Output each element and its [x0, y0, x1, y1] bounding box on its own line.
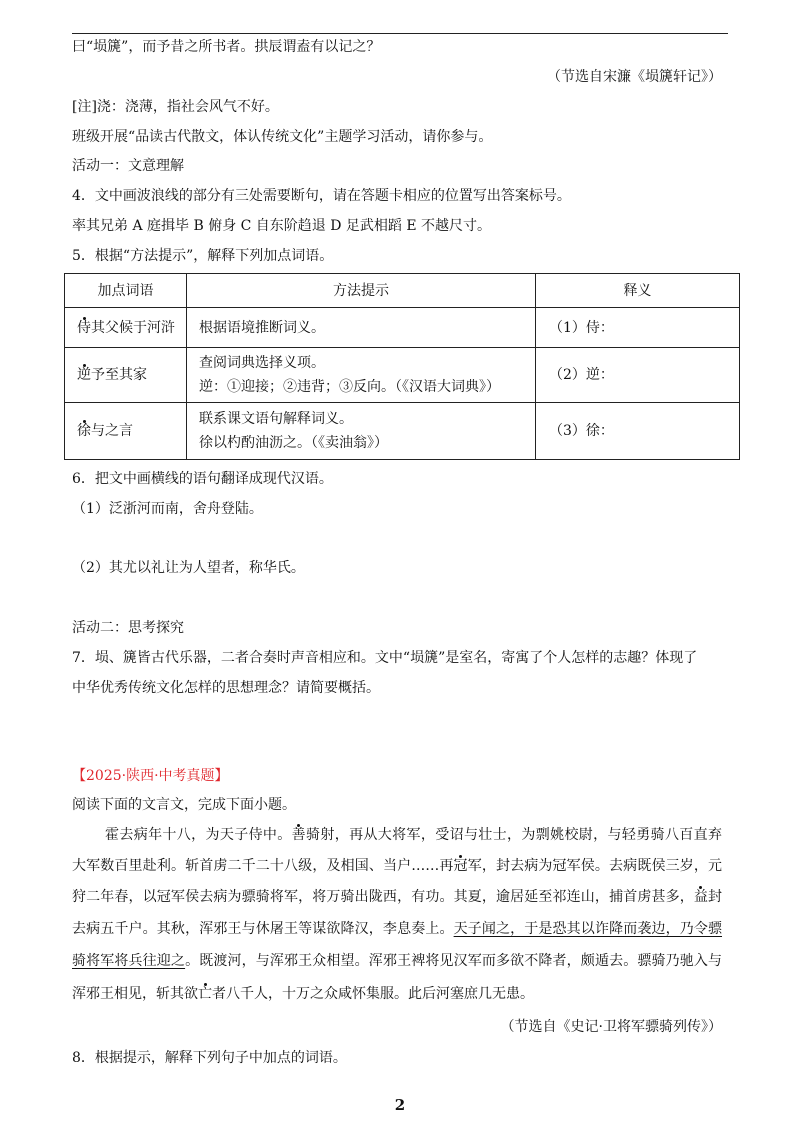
hint-line: 根据语境推断词义。 [199, 319, 325, 336]
table-row [65, 348, 740, 403]
q8-prompt: 8．根据提示，解释下列句子中加点的词语。 [72, 1050, 347, 1066]
q6-item-2: （2）其尤以礼让为人望者，称华氏。 [72, 560, 305, 576]
passage-text: 浑邪王相见，斩其欲 [72, 986, 198, 1002]
passage-text: 去病五千户。其秋，浑邪王与休屠王等谋欲降汉，李息奏上。 [72, 921, 454, 937]
passage-line [72, 919, 722, 939]
passage-line [72, 887, 722, 907]
table-row [65, 403, 740, 460]
dotted-char: 亡 [198, 986, 212, 1002]
activity2-title: 活动二：思考探究 [72, 620, 184, 636]
passage-line [72, 856, 722, 876]
reading-instruction: 阅读下面的文言文，完成下面小题。 [72, 797, 296, 813]
passage-note: [注]浇：浇薄，指社会风气不好。 [72, 99, 279, 115]
exam-source-tag: 【2025·陕西·中考真题】 [72, 768, 229, 784]
passage-text: 大军数百里赴利。斩首虏二千二十八级，及相国、当户……再 [72, 858, 454, 874]
passage-text: 狩二年春，以冠军侯去病为骠骑将军，将万骑出陇西，有功。其夏，逾居延至祁连山，捕首虏甚多， [72, 889, 694, 905]
prev-passage-last-line: 曰“埙篪”，而予昔之所书者。拱辰谓盍有以记之？ [72, 39, 381, 55]
dotted-char: 善 [291, 827, 307, 843]
passage-line [72, 951, 722, 971]
activity-intro: 班级开展“品读古代散文，体认传统文化”主题学习活动，请你参与。 [72, 129, 493, 145]
hint-cell [187, 308, 536, 348]
dotted-char: 侍 [77, 319, 91, 336]
hint-line: 查阅词典选择义项。 [199, 355, 325, 371]
answer-cell: （3）徐： [536, 403, 740, 460]
passage-text: 军，封去病为冠军侯。去病既侯三岁，元 [467, 858, 723, 874]
answer-cell: （2）逆： [536, 348, 740, 403]
passage-line [72, 825, 722, 845]
hint-cell [187, 403, 536, 460]
dotted-word-cell [65, 403, 187, 460]
word-rest: 与之言 [91, 423, 133, 439]
passage-text: 骑射，再从大将军，受诏与壮士，为剽姚校尉，与轻勇骑八百直弃 [306, 827, 723, 843]
dotted-word-cell [65, 348, 187, 403]
passage-text: 者八千人，十万之众咸怀集服。此后河塞庶几无患。 [212, 986, 534, 1002]
activity1-title: 活动一：文意理解 [72, 158, 184, 174]
hint-line: 逆：①迎接；②违背；③反向。（《汉语大词典》） [199, 379, 500, 395]
header-dotted-word: 加点词语 [65, 274, 187, 308]
q5-prompt: 5．根据“方法提示”，解释下列加点词语。 [72, 248, 334, 264]
dotted-word-cell [65, 308, 187, 348]
q4-prompt: 4．文中画波浪线的部分有三处需要断句，请在答题卡相应的位置写出答案标号。 [72, 188, 571, 204]
q7-line-2: 中华优秀传统文化怎样的思想理念？请简要概括。 [72, 680, 380, 696]
passage-text: 。既渡河，与浑邪王众相望。浑邪王裨将见汉军而多欲不降者，颇遁去。骠骑乃驰入与 [185, 953, 723, 969]
passage-line [72, 984, 722, 1004]
dotted-char: 益 [693, 889, 709, 905]
word-rest: 予至其家 [91, 367, 147, 383]
top-rule [72, 33, 728, 34]
passage-source: （节选自《史记·卫将军骠骑列传》） [500, 1019, 722, 1035]
answer-cell: （1）侍： [536, 308, 740, 348]
q7-line-1: 7．埙、篪皆古代乐器，二者合奏时声音相应和。文中“埙篪”是室名，寄寓了个人怎样的志趣？体现了 [72, 650, 698, 666]
prev-passage-source: （节选自宋濂《埙篪轩记》） [547, 69, 722, 85]
q6-prompt: 6．把文中画横线的语句翻译成现代汉语。 [72, 471, 333, 487]
passage-text: 霍去病年十八，为天子侍中。 [105, 827, 292, 843]
page-number: 2 [394, 1096, 406, 1114]
table-header-row [65, 274, 740, 308]
hint-cell [187, 348, 536, 403]
underlined-sentence: 骑将军将兵往迎之 [72, 953, 186, 969]
dotted-char: 逆 [77, 367, 91, 383]
hint-line: 徐以杓酌油沥之。（《卖油翁》） [199, 435, 388, 451]
dotted-char: 冠 [453, 858, 468, 874]
underlined-sentence: 天子闻之，于是恐其以诈降而袭边，乃令骠 [453, 921, 723, 937]
header-meaning: 释义 [536, 274, 740, 308]
q5-table [64, 273, 740, 460]
hint-line: 联系课文语句解释词义。 [199, 411, 353, 427]
word-rest: 其父候于河浒 [91, 319, 175, 336]
dotted-char: 徐 [77, 423, 91, 439]
header-method-hint: 方法提示 [187, 274, 536, 308]
q6-item-1: （1）泛浙河而南，舍舟登陆。 [72, 501, 263, 517]
passage-text: 封 [708, 889, 723, 905]
table-row [65, 308, 740, 348]
q4-text: 率其兄弟 A 庭揖毕 B 俯身 C 自东阶趋退 D 足武相蹈 E 不越尺寸。 [72, 218, 492, 234]
